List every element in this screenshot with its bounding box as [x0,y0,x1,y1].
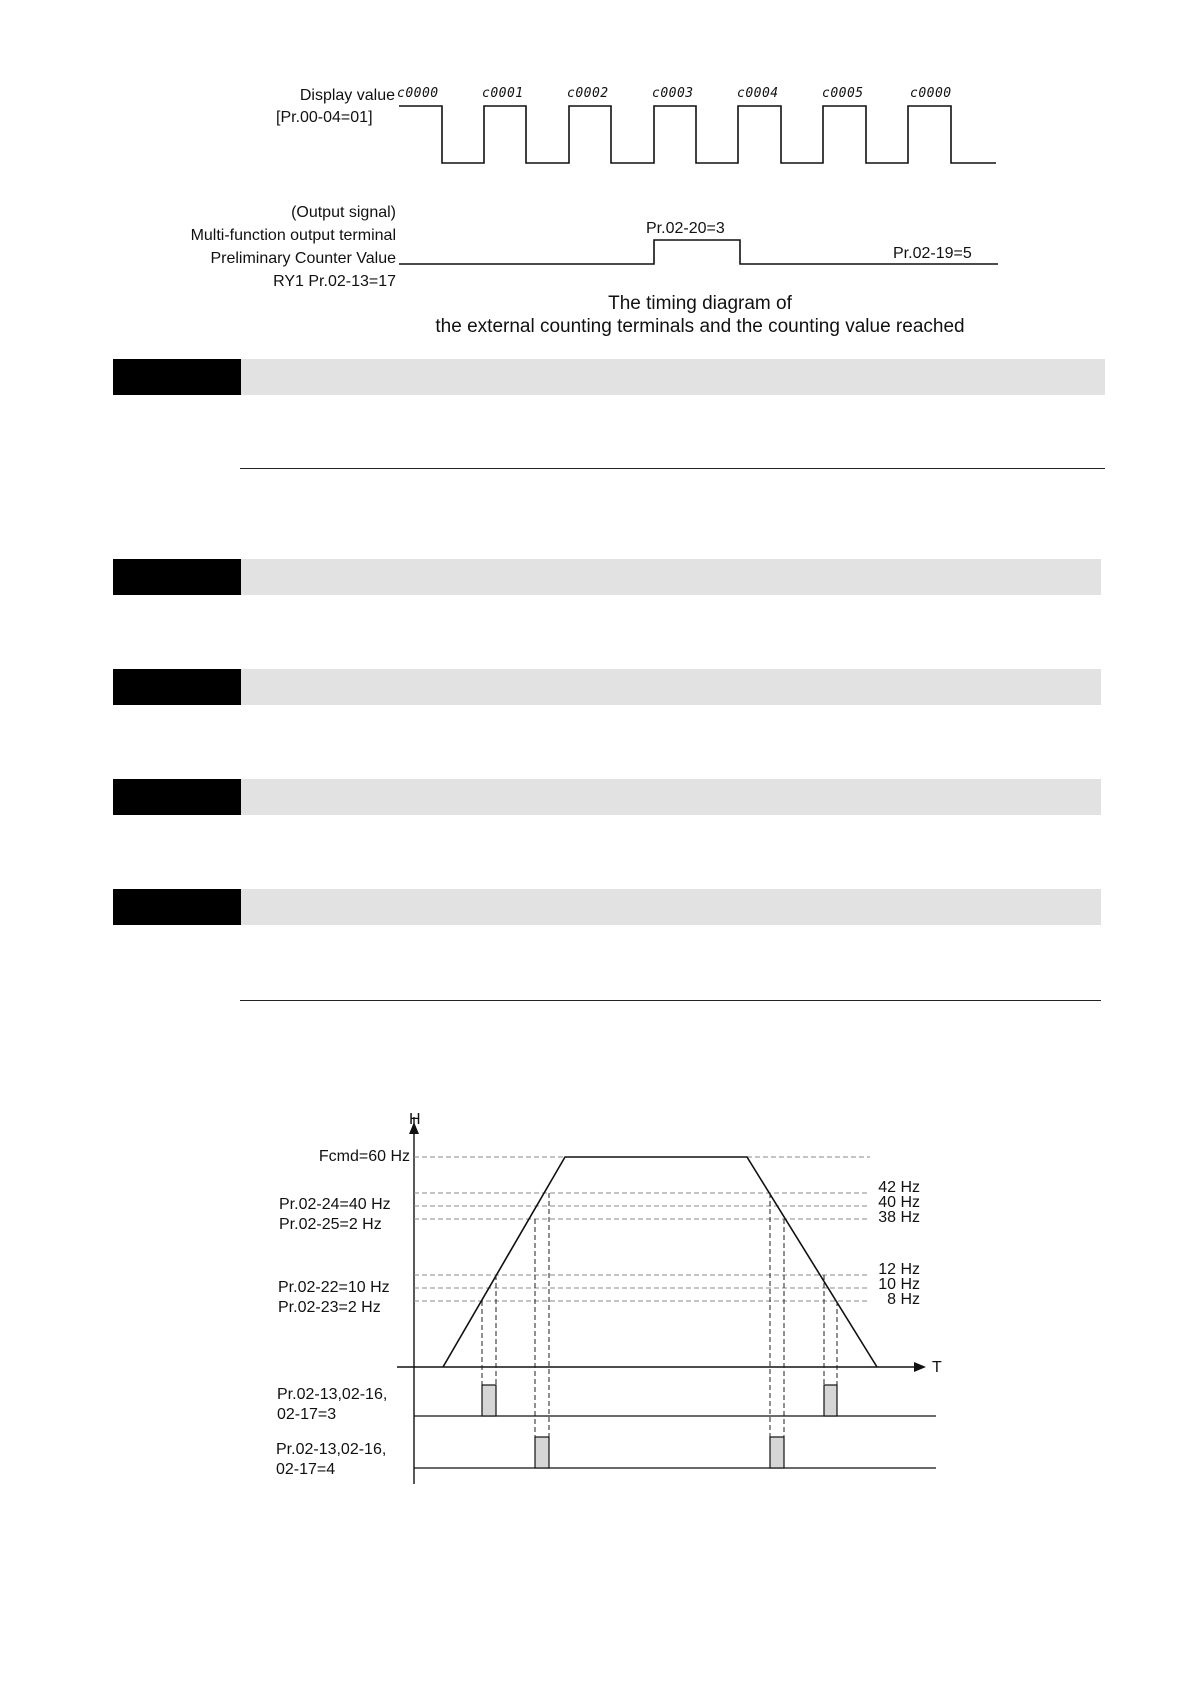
pr-02-23-label: Pr.02-23=2 Hz [278,1299,381,1316]
out3-label-line1: Pr.02-13,02-16, [277,1386,388,1403]
caption-line2: the external counting terminals and the counting value reached [435,316,965,337]
pulse-out4-accel [535,1437,549,1468]
pr-02-19-label: Pr.02-19=5 [893,245,972,262]
out4-label-line2: 02-17=4 [276,1461,336,1478]
fcmd-label: Fcmd=60 Hz [318,1148,410,1165]
pr-02-24-label: Pr.02-24=40 Hz [279,1196,391,1213]
display-value-0: c0000 [397,86,439,101]
mf-output-terminal-label: Multi-function output terminal [190,227,396,244]
pulse-out3-accel [482,1385,496,1416]
out3-label-line2: 02-17=3 [277,1406,337,1423]
pr-02-20-label: Pr.02-20=3 [646,220,725,237]
right-label-8hz: 8 Hz [887,1291,920,1308]
pulse-out3-decel [824,1385,837,1416]
display-value-5: c0005 [822,86,864,101]
right-label-42hz: 42 Hz [878,1179,920,1196]
right-label-10hz: 10 Hz [878,1276,920,1293]
display-value-3: c0003 [652,86,694,101]
display-value-4: c0004 [737,86,779,101]
frequency-trapezoid [443,1157,877,1367]
display-value-2: c0002 [567,86,609,101]
display-value-1: c0001 [482,86,524,101]
pr-02-25-label: Pr.02-25=2 Hz [279,1216,382,1233]
right-label-40hz: 40 Hz [878,1194,920,1211]
out4-label-line1: Pr.02-13,02-16, [276,1441,387,1458]
preliminary-counter-label: Preliminary Counter Value [210,250,396,267]
ry1-param-label: RY1 Pr.02-13=17 [273,273,396,290]
display-value-label: Display value [299,87,395,104]
display-value-6: c0000 [910,86,952,101]
output-signal-label: (Output signal) [291,204,396,221]
axis-h-label: H [409,1111,421,1128]
axis-t-label: T [932,1359,942,1376]
right-label-12hz: 12 Hz [878,1261,920,1278]
pr-02-22-label: Pr.02-22=10 Hz [278,1279,390,1296]
display-value-param: [Pr.00-04=01] [276,109,373,126]
caption-line1: The timing diagram of [608,293,792,314]
right-label-38hz: 38 Hz [878,1209,920,1226]
pulse-out4-decel [770,1437,784,1468]
